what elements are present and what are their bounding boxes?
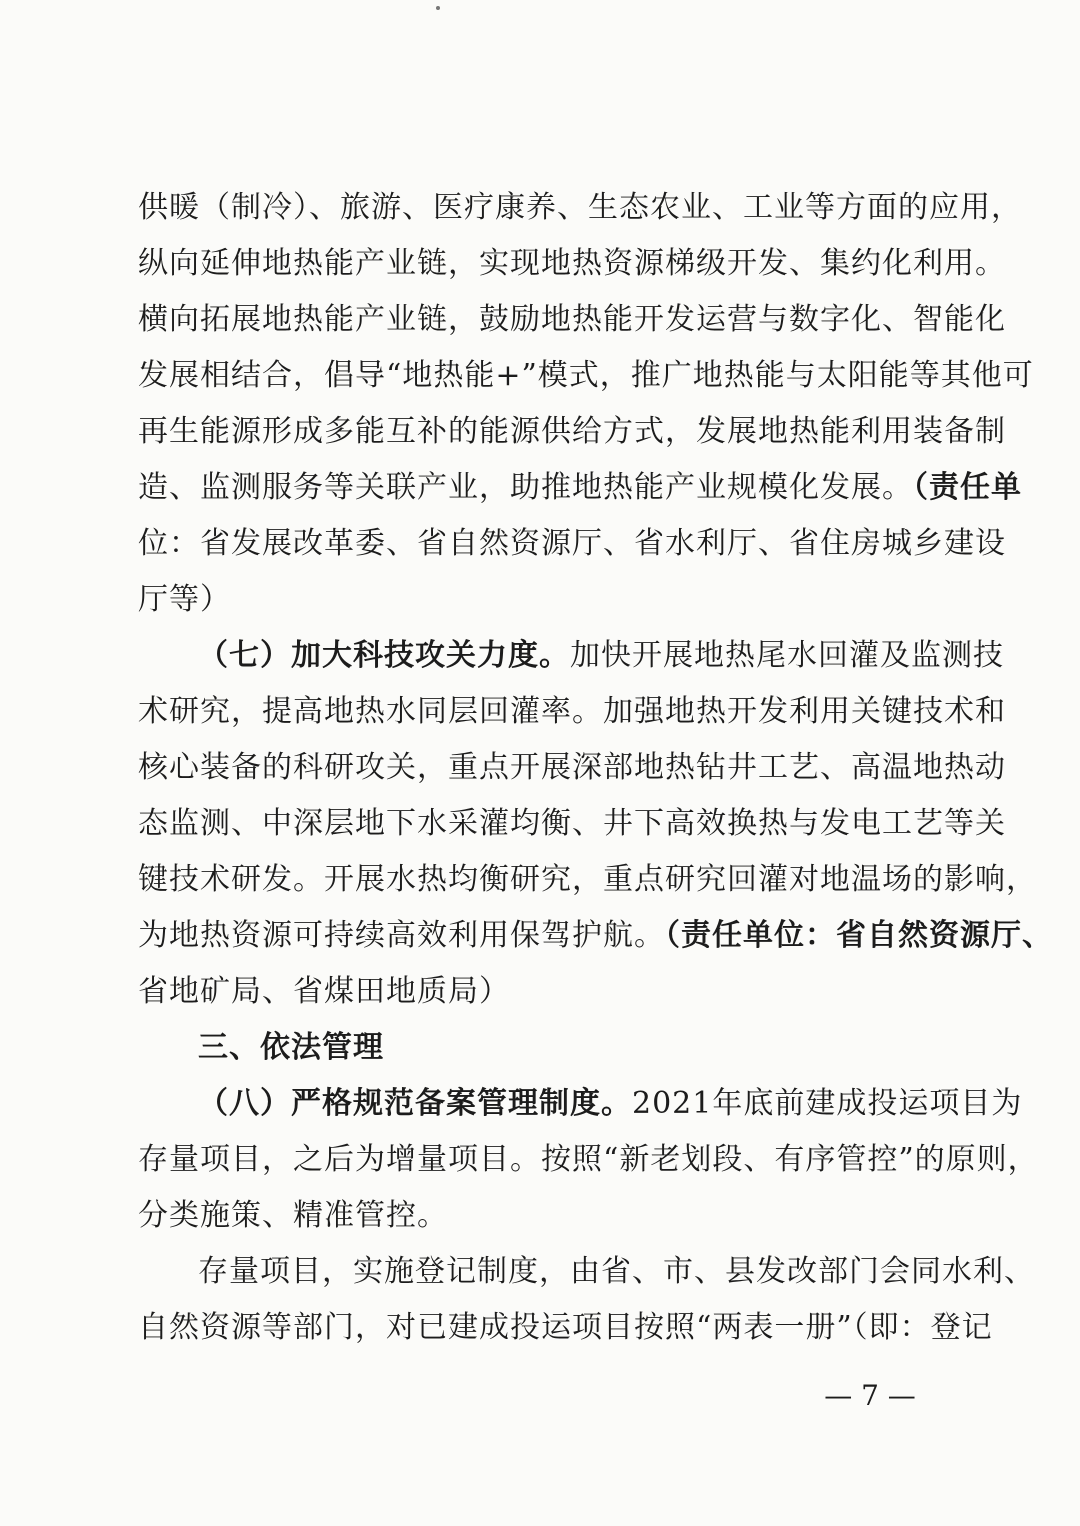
text-line: 键技术研发。开展水热均衡研究，重点研究回灌对地温场的影响， bbox=[138, 862, 1037, 897]
text-line: 自然资源等部门，对已建成投运项目按照“两表一册”（即：登记 bbox=[138, 1310, 993, 1345]
section-7-line bbox=[198, 636, 1004, 676]
text-line: 存量项目，实施登记制度，由省、市、县发改部门会同水利、 bbox=[198, 1254, 1035, 1289]
responsible-unit-label: （责任单 bbox=[913, 470, 1022, 505]
text-line: 供暖（制冷）、旅游、医疗康养、生态农业、工业等方面的应用， bbox=[138, 190, 1022, 225]
text-line: 横向拓展地热能产业链，鼓励地热能开发运营与数字化、智能化 bbox=[138, 302, 1006, 337]
text-span: 造、监测服务等关联产业，助推地热能产业规模化发展。 bbox=[138, 470, 913, 505]
text-line bbox=[138, 916, 1053, 956]
text-line: 态监测、中深层地下水采灌均衡、井下高效换热与发电工艺等关 bbox=[138, 806, 1006, 841]
text-span: 为地热资源可持续高效利用保驾护航。 bbox=[138, 918, 665, 953]
text-line: 核心装备的科研攻关，重点开展深部地热钻井工艺、高温地热动 bbox=[138, 750, 1006, 785]
section-8-title: （八）严格规范备案管理制度。 bbox=[198, 1086, 632, 1121]
text-line: 发展相结合，倡导“地热能+”模式，推广地热能与太阳能等其他可 bbox=[138, 358, 1034, 393]
text-line bbox=[138, 468, 1022, 508]
section-8-line bbox=[198, 1084, 1023, 1124]
responsible-unit-line: 位：省发展改革委、省自然资源厅、省水利厅、省住房城乡建设 bbox=[138, 526, 1006, 561]
section-7-title: （七）加大科技攻关力度。 bbox=[198, 638, 570, 673]
section-3-heading: 三、依法管理 bbox=[198, 1030, 384, 1065]
text-span: 2021年底前建成投运项目为 bbox=[632, 1086, 1023, 1121]
text-line: 术研究，提高地热水同层回灌率。加强地热开发利用关键技术和 bbox=[138, 694, 1006, 729]
responsible-unit-line: 厅等） bbox=[138, 582, 231, 617]
scan-artifact-dot bbox=[436, 6, 440, 10]
text-line: 分类施策、精准管控。 bbox=[138, 1198, 448, 1233]
text-line: 纵向延伸地热能产业链，实现地热资源梯级开发、集约化利用。 bbox=[138, 246, 1006, 281]
text-span: 加快开展地热尾水回灌及监测技 bbox=[570, 638, 1004, 673]
page-number: — 7 — bbox=[824, 1379, 916, 1412]
responsible-unit-label: （责任单位：省自然资源厅、 bbox=[665, 918, 1053, 953]
text-line: 再生能源形成多能互补的能源供给方式，发展地热能利用装备制 bbox=[138, 414, 1006, 449]
responsible-unit-line: 省地矿局、省煤田地质局） bbox=[138, 974, 510, 1009]
text-line: 存量项目，之后为增量项目。按照“新老划段、有序管控”的原则， bbox=[138, 1142, 1039, 1177]
